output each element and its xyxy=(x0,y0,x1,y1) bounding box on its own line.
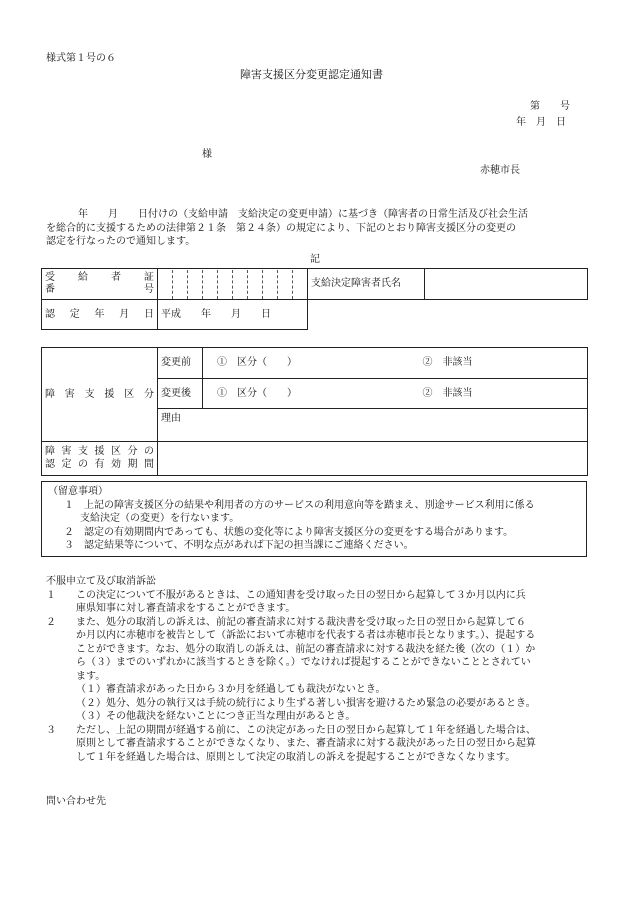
appeal-p3: ３ ただし、上記の期間が経過する前に、この決定があった日の翌日から起算して１年を経過した場合は、 xyxy=(46,724,536,736)
after-option-1: ① 区分（ ） xyxy=(203,379,363,409)
appeal-section xyxy=(46,575,536,764)
name-label: 支給決定障害者氏名 xyxy=(308,269,425,300)
appeal-p2d: ら（３）までのいずれかに該当するときを除く。）でなければ提起することができないこととされてい xyxy=(76,657,531,668)
appeal-p2b: か月以内に赤穂市を被告として（訴訟において赤穂市を代表する者は赤穂市長となります。）、提起する xyxy=(76,630,536,641)
appeal-p1b: 庫県知事に対し審査請求をすることができます。 xyxy=(76,603,296,614)
recipient-suffix: 様 xyxy=(202,149,212,160)
after-label: 変更後 xyxy=(158,379,203,409)
ki-marker: 記 xyxy=(310,254,320,265)
appeal-p2e: ます。 xyxy=(76,670,106,682)
validity-label: 障害支援区分の 認定の有効期間 xyxy=(42,442,158,476)
notes-item-1: １ 上記の障害支援区分の結果や利用者の方のサービスの利用意向等を踏まえ、別途サービス利用に係る xyxy=(64,499,535,511)
appeal-p1: １ この決定について不服があるときは、この通知書を受け取った日の翌日から起算して３か月以内に兵 xyxy=(46,589,526,601)
appeal-p3b: 原則として審査請求することができなくなり、また、審査請求に対する裁決があった日の翌日から起算 xyxy=(76,738,536,749)
recipient-no-label: 受 給 者 証 番 号 xyxy=(42,269,158,300)
category-label: 障害支援区分 xyxy=(42,348,158,442)
document-title: 障害支援区分変更認定通知書 xyxy=(240,68,383,81)
before-label: 変更前 xyxy=(158,348,203,379)
notes-item-3: ３ 認定結果等について、不明な点があれば下記の担当課にご連絡ください。 xyxy=(64,540,414,551)
appeal-p2c: ことができます。なお、処分の取消しの訴えは、前記の審査請求に対する裁決を経た後（次の（１）か xyxy=(76,643,536,655)
appeal-s1: （１）審査請求があった日から３か月を経過しても裁決がないとき。 xyxy=(76,684,386,695)
appeal-p2: ２ また、処分の取消しの訴えは、前記の審査請求に対する裁決書を受け取った日の翌日から起算して６ xyxy=(46,616,526,628)
issue-date: 年 月 日 xyxy=(516,117,566,128)
appeal-p3c: して１年を経過した場合は、原則として決定の取消しの訴えを提起することができなくなります。 xyxy=(76,751,516,763)
notes-item-2: ２ 認定の有効期間内であっても、状態の変化等により障害支援区分の変更をする場合があります。 xyxy=(64,526,514,538)
validity-value xyxy=(158,442,588,476)
reason-label: 理由 xyxy=(158,409,588,442)
cert-date-label: 認定年月日 xyxy=(42,300,158,330)
contact-label: 問い合わせ先 xyxy=(46,796,106,807)
appeal-s3: （３）その他裁決を経ないことにつき正当な理由があるとき。 xyxy=(76,711,356,722)
recipient-table xyxy=(41,268,588,330)
appeal-s2: （２）処分、処分の執行又は手続の続行により生ずる著しい損害を避けるため緊急の必要があるとき。 xyxy=(76,697,536,709)
category-table xyxy=(41,347,588,476)
appeal-heading: 不服申立て及び取消訴訟 xyxy=(46,576,156,587)
document-number: 第 号 xyxy=(530,101,570,112)
cert-date-value: 平成 年 月 日 xyxy=(158,300,308,330)
form-number: 様式第１号の６ xyxy=(46,53,116,64)
notes-heading: （留意事項） xyxy=(48,486,108,497)
intro-text: 年 月 日付けの（支給申請 支給決定の変更申請）に基づき（障害者の日常生活及び社会生活 を総合的に支援するための法律第２１条 第２４条）の規定により、下記のとおり障害支援区分の変更の 認定を行なったので通知します。 xyxy=(46,209,528,247)
notes-item-1b: 支給決定（の変更）を行ないます。 xyxy=(80,513,240,524)
before-option-2: ② 非該当 xyxy=(363,348,588,379)
notes-box xyxy=(41,481,587,557)
issuer-name: 赤穂市長 xyxy=(480,165,520,176)
name-value xyxy=(425,269,588,300)
recipient-no-boxes xyxy=(158,269,308,300)
before-option-1: ① 区分（ ） xyxy=(203,348,363,379)
after-option-2: ② 非該当 xyxy=(363,379,588,409)
